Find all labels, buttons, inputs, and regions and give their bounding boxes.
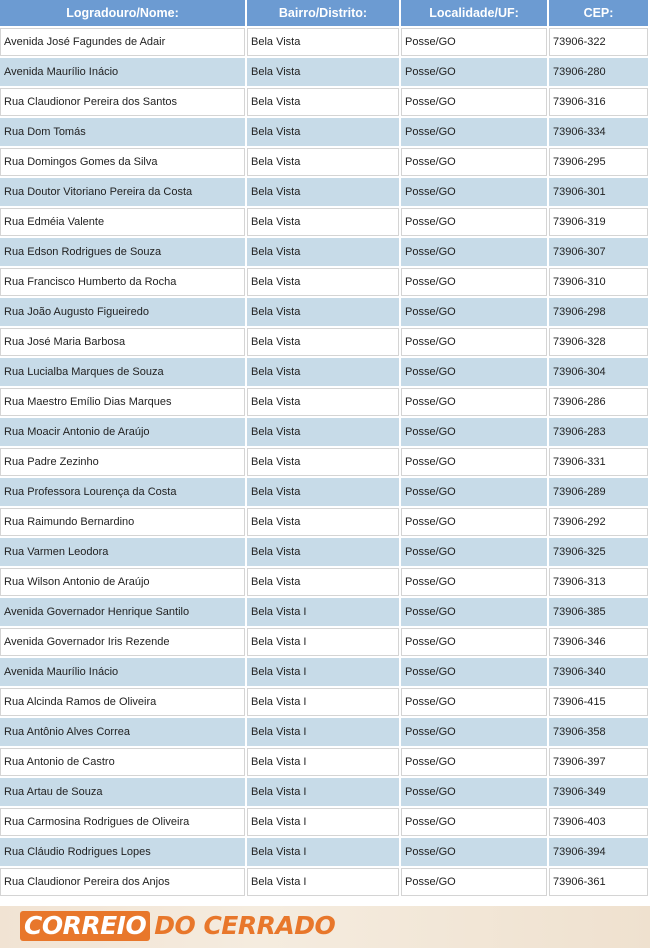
table-row bbox=[0, 418, 648, 446]
cell-cep: 73906-283 bbox=[549, 418, 648, 446]
cell-cep: 73906-397 bbox=[549, 748, 648, 776]
cell-localidade: Posse/GO bbox=[401, 808, 547, 836]
cell-cep: 73906-346 bbox=[549, 628, 648, 656]
cell-bairro: Bela Vista bbox=[247, 268, 399, 296]
cell-logradouro: Avenida Maurílio Inácio bbox=[0, 58, 245, 86]
table-row bbox=[0, 808, 648, 836]
cell-logradouro: Rua Wilson Antonio de Araújo bbox=[0, 568, 245, 596]
cell-localidade: Posse/GO bbox=[401, 118, 547, 146]
cell-localidade: Posse/GO bbox=[401, 88, 547, 116]
cell-cep: 73906-286 bbox=[549, 388, 648, 416]
cell-cep: 73906-289 bbox=[549, 478, 648, 506]
table-row bbox=[0, 508, 648, 536]
cell-cep: 73906-328 bbox=[549, 328, 648, 356]
cell-bairro: Bela Vista bbox=[247, 28, 399, 56]
cell-bairro: Bela Vista bbox=[247, 328, 399, 356]
cell-logradouro: Avenida Governador Iris Rezende bbox=[0, 628, 245, 656]
cell-bairro: Bela Vista I bbox=[247, 778, 399, 806]
cell-bairro: Bela Vista bbox=[247, 298, 399, 326]
cell-cep: 73906-301 bbox=[549, 178, 648, 206]
table-row bbox=[0, 358, 648, 386]
table-row bbox=[0, 568, 648, 596]
table-row bbox=[0, 28, 648, 56]
cell-logradouro: Rua Moacir Antonio de Araújo bbox=[0, 418, 245, 446]
cell-bairro: Bela Vista bbox=[247, 148, 399, 176]
cell-bairro: Bela Vista bbox=[247, 478, 399, 506]
table-row bbox=[0, 328, 648, 356]
cell-cep: 73906-325 bbox=[549, 538, 648, 566]
table-row bbox=[0, 88, 648, 116]
cell-localidade: Posse/GO bbox=[401, 298, 547, 326]
brand-logo-word-cerrado: DO CERRADO bbox=[154, 911, 336, 940]
cell-bairro: Bela Vista bbox=[247, 88, 399, 116]
cell-cep: 73906-313 bbox=[549, 568, 648, 596]
table-row bbox=[0, 838, 648, 866]
cell-logradouro: Rua Doutor Vitoriano Pereira da Costa bbox=[0, 178, 245, 206]
table-row bbox=[0, 658, 648, 686]
cell-cep: 73906-295 bbox=[549, 148, 648, 176]
cell-bairro: Bela Vista I bbox=[247, 688, 399, 716]
table-row bbox=[0, 238, 648, 266]
cell-logradouro: Rua Edson Rodrigues de Souza bbox=[0, 238, 245, 266]
table-header-row bbox=[0, 0, 648, 26]
cell-logradouro: Rua Alcinda Ramos de Oliveira bbox=[0, 688, 245, 716]
cell-bairro: Bela Vista bbox=[247, 508, 399, 536]
cell-bairro: Bela Vista bbox=[247, 448, 399, 476]
table-row bbox=[0, 718, 648, 746]
cell-logradouro: Rua Antônio Alves Correa bbox=[0, 718, 245, 746]
cell-logradouro: Rua Claudionor Pereira dos Anjos bbox=[0, 868, 245, 896]
table-row bbox=[0, 688, 648, 716]
cell-localidade: Posse/GO bbox=[401, 868, 547, 896]
cell-localidade: Posse/GO bbox=[401, 778, 547, 806]
cell-logradouro: Rua Antonio de Castro bbox=[0, 748, 245, 776]
table-row bbox=[0, 148, 648, 176]
header-logradouro: Logradouro/Nome: bbox=[0, 0, 245, 26]
header-localidade: Localidade/UF: bbox=[401, 0, 547, 26]
cell-localidade: Posse/GO bbox=[401, 508, 547, 536]
header-bairro: Bairro/Distrito: bbox=[247, 0, 399, 26]
cell-cep: 73906-415 bbox=[549, 688, 648, 716]
cell-logradouro: Avenida José Fagundes de Adair bbox=[0, 28, 245, 56]
cell-bairro: Bela Vista I bbox=[247, 658, 399, 686]
cell-bairro: Bela Vista I bbox=[247, 748, 399, 776]
cell-localidade: Posse/GO bbox=[401, 178, 547, 206]
cell-cep: 73906-358 bbox=[549, 718, 648, 746]
table-row bbox=[0, 388, 648, 416]
cell-localidade: Posse/GO bbox=[401, 148, 547, 176]
cell-logradouro: Rua Lucialba Marques de Souza bbox=[0, 358, 245, 386]
table-row bbox=[0, 538, 648, 566]
cell-cep: 73906-403 bbox=[549, 808, 648, 836]
cell-cep: 73906-340 bbox=[549, 658, 648, 686]
cell-logradouro: Rua Francisco Humberto da Rocha bbox=[0, 268, 245, 296]
cell-localidade: Posse/GO bbox=[401, 718, 547, 746]
cell-cep: 73906-322 bbox=[549, 28, 648, 56]
cell-bairro: Bela Vista bbox=[247, 418, 399, 446]
cell-bairro: Bela Vista I bbox=[247, 808, 399, 836]
cell-localidade: Posse/GO bbox=[401, 748, 547, 776]
cell-cep: 73906-304 bbox=[549, 358, 648, 386]
cell-logradouro: Rua João Augusto Figueiredo bbox=[0, 298, 245, 326]
cell-cep: 73906-385 bbox=[549, 598, 648, 626]
cell-cep: 73906-349 bbox=[549, 778, 648, 806]
cell-localidade: Posse/GO bbox=[401, 598, 547, 626]
cell-cep: 73906-394 bbox=[549, 838, 648, 866]
cell-bairro: Bela Vista bbox=[247, 238, 399, 266]
cell-localidade: Posse/GO bbox=[401, 268, 547, 296]
cell-cep: 73906-319 bbox=[549, 208, 648, 236]
cell-bairro: Bela Vista I bbox=[247, 838, 399, 866]
cell-logradouro: Rua Domingos Gomes da Silva bbox=[0, 148, 245, 176]
cell-bairro: Bela Vista I bbox=[247, 718, 399, 746]
table-row bbox=[0, 298, 648, 326]
cell-localidade: Posse/GO bbox=[401, 478, 547, 506]
brand-logo-word-correio: CORREIO bbox=[20, 911, 150, 941]
cell-cep: 73906-280 bbox=[549, 58, 648, 86]
cell-localidade: Posse/GO bbox=[401, 238, 547, 266]
cell-logradouro: Rua Maestro Emílio Dias Marques bbox=[0, 388, 245, 416]
cell-logradouro: Avenida Governador Henrique Santilo bbox=[0, 598, 245, 626]
cell-cep: 73906-307 bbox=[549, 238, 648, 266]
table-row bbox=[0, 118, 648, 146]
cell-localidade: Posse/GO bbox=[401, 448, 547, 476]
cell-bairro: Bela Vista bbox=[247, 208, 399, 236]
cell-cep: 73906-316 bbox=[549, 88, 648, 116]
cell-logradouro: Rua Padre Zezinho bbox=[0, 448, 245, 476]
cell-bairro: Bela Vista bbox=[247, 178, 399, 206]
cell-localidade: Posse/GO bbox=[401, 568, 547, 596]
cell-bairro: Bela Vista bbox=[247, 388, 399, 416]
table-row bbox=[0, 58, 648, 86]
cell-logradouro: Rua Raimundo Bernardino bbox=[0, 508, 245, 536]
cell-logradouro: Rua Claudionor Pereira dos Santos bbox=[0, 88, 245, 116]
cell-localidade: Posse/GO bbox=[401, 838, 547, 866]
table-row bbox=[0, 778, 648, 806]
cell-cep: 73906-292 bbox=[549, 508, 648, 536]
cell-localidade: Posse/GO bbox=[401, 28, 547, 56]
cell-bairro: Bela Vista I bbox=[247, 868, 399, 896]
table-row bbox=[0, 628, 648, 656]
cell-bairro: Bela Vista bbox=[247, 538, 399, 566]
cell-cep: 73906-331 bbox=[549, 448, 648, 476]
cell-logradouro: Rua Carmosina Rodrigues de Oliveira bbox=[0, 808, 245, 836]
cell-bairro: Bela Vista bbox=[247, 568, 399, 596]
cell-logradouro: Rua Professora Lourença da Costa bbox=[0, 478, 245, 506]
table-row bbox=[0, 208, 648, 236]
cell-logradouro: Rua Artau de Souza bbox=[0, 778, 245, 806]
cell-localidade: Posse/GO bbox=[401, 628, 547, 656]
cell-localidade: Posse/GO bbox=[401, 418, 547, 446]
header-cep: CEP: bbox=[549, 0, 648, 26]
cell-logradouro: Rua Edméia Valente bbox=[0, 208, 245, 236]
cell-localidade: Posse/GO bbox=[401, 658, 547, 686]
cell-cep: 73906-310 bbox=[549, 268, 648, 296]
cell-logradouro: Rua José Maria Barbosa bbox=[0, 328, 245, 356]
brand-logo bbox=[20, 910, 335, 942]
cell-cep: 73906-298 bbox=[549, 298, 648, 326]
table-row bbox=[0, 598, 648, 626]
cell-localidade: Posse/GO bbox=[401, 58, 547, 86]
cell-logradouro: Rua Cláudio Rodrigues Lopes bbox=[0, 838, 245, 866]
table-row bbox=[0, 178, 648, 206]
table-row bbox=[0, 448, 648, 476]
cell-cep: 73906-361 bbox=[549, 868, 648, 896]
cell-bairro: Bela Vista I bbox=[247, 598, 399, 626]
cell-bairro: Bela Vista bbox=[247, 118, 399, 146]
cell-localidade: Posse/GO bbox=[401, 358, 547, 386]
cell-bairro: Bela Vista I bbox=[247, 628, 399, 656]
cell-localidade: Posse/GO bbox=[401, 388, 547, 416]
table-row bbox=[0, 868, 648, 896]
cell-localidade: Posse/GO bbox=[401, 208, 547, 236]
cell-bairro: Bela Vista bbox=[247, 358, 399, 386]
table-row bbox=[0, 748, 648, 776]
cell-logradouro: Rua Dom Tomás bbox=[0, 118, 245, 146]
cell-localidade: Posse/GO bbox=[401, 688, 547, 716]
cell-localidade: Posse/GO bbox=[401, 538, 547, 566]
cell-cep: 73906-334 bbox=[549, 118, 648, 146]
cell-logradouro: Avenida Maurílio Inácio bbox=[0, 658, 245, 686]
table-row bbox=[0, 478, 648, 506]
cell-bairro: Bela Vista bbox=[247, 58, 399, 86]
cell-localidade: Posse/GO bbox=[401, 328, 547, 356]
cell-logradouro: Rua Varmen Leodora bbox=[0, 538, 245, 566]
table-row bbox=[0, 268, 648, 296]
